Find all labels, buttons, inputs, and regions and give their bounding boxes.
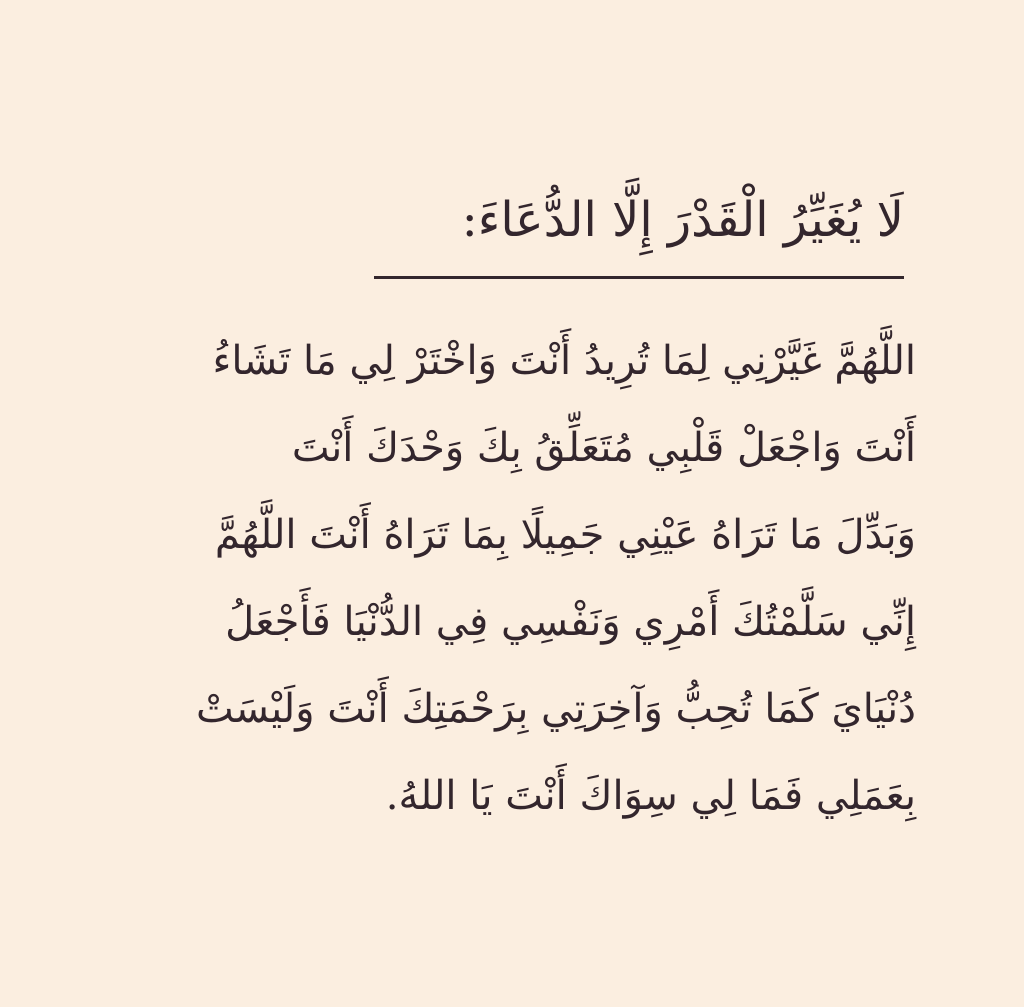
dua-line: اللَّهُمَّ غَيَّرْنِي لِمَا تُرِيدُ أَنْتَ وَاخْتَرْ لِي مَا تَشَاءُ	[212, 338, 916, 384]
dua-title-container	[364, 180, 904, 260]
dua-line: وَبَدِّلَ مَا تَرَاهُ عَيْنِي جَمِيلًا بِمَا تَرَاهُ أَنْتَ اللَّهُمَّ	[214, 512, 916, 558]
dua-body	[196, 318, 916, 840]
dua-title: لَا يُغَيِّرُ الْقَدْرَ إِلَّا الدُّعَاءَ:	[461, 192, 904, 248]
dua-line: أَنْتَ وَاجْعَلْ قَلْبِي مُتَعَلِّقُ بِكَ وَحْدَكَ أَنْتَ	[291, 425, 916, 471]
dua-line: إِنِّي سَلَّمْتُكَ أَمْرِي وَنَفْسِي فِي الدُّنْيَا فَأَجْعَلُ	[225, 599, 916, 645]
title-underline	[374, 276, 904, 279]
dua-line: دُنْيَايَ كَمَا تُحِبُّ وَآخِرَتِي بِرَحْمَتِكَ أَنْتَ وَلَيْسَتْ	[196, 686, 916, 732]
dua-line: بِعَمَلِي فَمَا لِي سِوَاكَ أَنْتَ يَا اللهُ.	[385, 773, 916, 819]
